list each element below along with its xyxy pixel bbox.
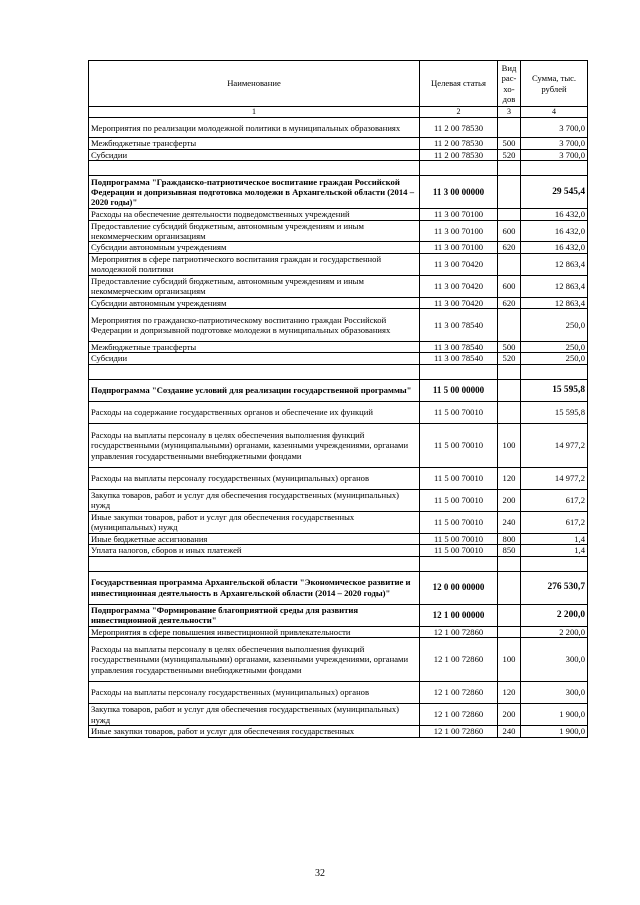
- cell-name: Межбюджетные трансферты: [89, 138, 420, 149]
- empty-cell: [89, 161, 420, 176]
- empty-cell: [498, 556, 521, 571]
- cell-code: 11 3 00 78540: [420, 353, 498, 364]
- table-row: [89, 176, 588, 209]
- column-number: 2: [420, 107, 498, 118]
- cell-sum: 617,2: [521, 489, 588, 511]
- cell-type: 200: [498, 704, 521, 726]
- cell-name: Предоставление субсидий бюджетным, автономным учреждениям и иным некоммерческим организациям: [89, 220, 420, 242]
- cell-type: 500: [498, 342, 521, 353]
- cell-name: Расходы на обеспечение деятельности подведомственных учреждений: [89, 209, 420, 220]
- cell-name: Субсидии: [89, 149, 420, 160]
- cell-sum: 3 700,0: [521, 138, 588, 149]
- cell-code: 12 1 00 72860: [420, 726, 498, 737]
- empty-cell: [521, 161, 588, 176]
- table-row: [89, 297, 588, 308]
- cell-code: 11 3 00 70100: [420, 220, 498, 242]
- cell-name: Подпрограмма "Формирование благоприятной среды для развития инвестиционной деятельности": [89, 604, 420, 626]
- table-row: [89, 149, 588, 160]
- spacer-row: [89, 161, 588, 176]
- cell-sum: 1,4: [521, 545, 588, 556]
- cell-sum: 1 900,0: [521, 704, 588, 726]
- cell-name: Подпрограмма "Гражданско-патриотическое воспитание граждан Российской Федерации и допризывная подготовка молодежи в Архангельской области (2014 – 2020 годы)": [89, 176, 420, 209]
- table-row: [89, 118, 588, 138]
- cell-sum: 29 545,4: [521, 176, 588, 209]
- cell-name: Расходы на выплаты персоналу в целях обеспечения выполнения функций государственными (муниципальными) органами, казенными учреждениями, органами управления государственными внебюджетными фондами: [89, 423, 420, 467]
- cell-code: 11 3 00 70420: [420, 275, 498, 297]
- cell-sum: 12 863,4: [521, 253, 588, 275]
- cell-name: Расходы на выплаты персоналу государственных (муниципальных) органов: [89, 467, 420, 489]
- table-row: [89, 545, 588, 556]
- cell-sum: 16 432,0: [521, 209, 588, 220]
- cell-sum: 617,2: [521, 511, 588, 533]
- cell-type: [498, 253, 521, 275]
- cell-name: Мероприятия в сфере повышения инвестиционной привлекательности: [89, 626, 420, 637]
- empty-cell: [420, 364, 498, 379]
- cell-name: Расходы на выплаты персоналу в целях обеспечения выполнения функций государственными (муниципальными) органами, казенными учреждениями, органами управления государственными внебюджетными фондами: [89, 638, 420, 682]
- table-row: [89, 533, 588, 544]
- cell-sum: 15 595,8: [521, 379, 588, 401]
- cell-sum: 250,0: [521, 342, 588, 353]
- empty-cell: [89, 364, 420, 379]
- cell-sum: 250,0: [521, 353, 588, 364]
- table-row: [89, 489, 588, 511]
- table-row: [89, 309, 588, 342]
- spacer-row: [89, 556, 588, 571]
- empty-cell: [498, 364, 521, 379]
- cell-name: Предоставление субсидий бюджетным, автономным учреждениям и иным некоммерческим организациям: [89, 275, 420, 297]
- cell-code: 11 5 00 70010: [420, 423, 498, 467]
- cell-sum: 16 432,0: [521, 220, 588, 242]
- empty-cell: [420, 556, 498, 571]
- cell-code: 11 2 00 78530: [420, 138, 498, 149]
- table-row: [89, 379, 588, 401]
- cell-type: [498, 379, 521, 401]
- cell-code: 11 5 00 00000: [420, 379, 498, 401]
- cell-sum: 15 595,8: [521, 401, 588, 423]
- cell-sum: 1,4: [521, 533, 588, 544]
- cell-code: 12 1 00 72860: [420, 704, 498, 726]
- cell-type: [498, 118, 521, 138]
- cell-name: Мероприятия по гражданско-патриотическому воспитанию граждан Российской Федерации и допризывной подготовке молодежи в муниципальных образованиях: [89, 309, 420, 342]
- cell-code: 11 3 00 00000: [420, 176, 498, 209]
- cell-code: 11 2 00 78530: [420, 149, 498, 160]
- cell-code: 12 1 00 00000: [420, 604, 498, 626]
- table-row: [89, 571, 588, 604]
- header-code: Целевая статья: [420, 61, 498, 107]
- column-number: 3: [498, 107, 521, 118]
- table-row: [89, 138, 588, 149]
- cell-type: 850: [498, 545, 521, 556]
- cell-name: Иные закупки товаров, работ и услуг для обеспечения государственных (муниципальных) нужд: [89, 511, 420, 533]
- cell-sum: 12 863,4: [521, 275, 588, 297]
- cell-name: Расходы на содержание государственных органов и обеспечение их функций: [89, 401, 420, 423]
- cell-type: 500: [498, 138, 521, 149]
- cell-type: 240: [498, 726, 521, 737]
- empty-cell: [521, 364, 588, 379]
- cell-type: 620: [498, 297, 521, 308]
- table-row: [89, 242, 588, 253]
- table-row: [89, 423, 588, 467]
- cell-type: 520: [498, 353, 521, 364]
- cell-code: 11 3 00 70420: [420, 253, 498, 275]
- cell-sum: 276 530,7: [521, 571, 588, 604]
- cell-name: Государственная программа Архангельской области "Экономическое развитие и инвестиционная деятельность в Архангельской области (2014 – 2020 годы)": [89, 571, 420, 604]
- spacer-row: [89, 364, 588, 379]
- cell-sum: 250,0: [521, 309, 588, 342]
- column-number: 4: [521, 107, 588, 118]
- table-row: [89, 342, 588, 353]
- cell-type: 240: [498, 511, 521, 533]
- cell-code: 11 3 00 70100: [420, 209, 498, 220]
- cell-sum: 14 977,2: [521, 423, 588, 467]
- cell-sum: 1 900,0: [521, 726, 588, 737]
- cell-name: Закупка товаров, работ и услуг для обеспечения государственных (муниципальных) нужд: [89, 704, 420, 726]
- cell-type: [498, 176, 521, 209]
- cell-name: Уплата налогов, сборов и иных платежей: [89, 545, 420, 556]
- cell-name: Иные закупки товаров, работ и услуг для обеспечения государственных: [89, 726, 420, 737]
- cell-sum: 2 200,0: [521, 604, 588, 626]
- cell-type: 120: [498, 682, 521, 704]
- cell-type: 520: [498, 149, 521, 160]
- table-body: [89, 118, 588, 737]
- cell-type: [498, 604, 521, 626]
- table-row: [89, 209, 588, 220]
- table-row: [89, 253, 588, 275]
- cell-sum: 300,0: [521, 638, 588, 682]
- cell-type: 100: [498, 638, 521, 682]
- cell-sum: 12 863,4: [521, 297, 588, 308]
- cell-type: 120: [498, 467, 521, 489]
- cell-type: [498, 209, 521, 220]
- cell-code: 11 5 00 70010: [420, 489, 498, 511]
- cell-type: 620: [498, 242, 521, 253]
- table-row: [89, 275, 588, 297]
- column-number: 1: [89, 107, 420, 118]
- cell-code: 11 5 00 70010: [420, 467, 498, 489]
- cell-name: Субсидии автономным учреждениям: [89, 297, 420, 308]
- table-row: [89, 626, 588, 637]
- cell-code: 11 3 00 78540: [420, 342, 498, 353]
- cell-name: Субсидии автономным учреждениям: [89, 242, 420, 253]
- table-row: [89, 511, 588, 533]
- cell-type: 100: [498, 423, 521, 467]
- table-row: [89, 467, 588, 489]
- table-row: [89, 726, 588, 737]
- budget-table: [88, 60, 588, 738]
- cell-name: Межбюджетные трансферты: [89, 342, 420, 353]
- cell-code: 12 0 00 00000: [420, 571, 498, 604]
- cell-code: 11 5 00 70010: [420, 401, 498, 423]
- table-row: [89, 638, 588, 682]
- cell-code: 11 5 00 70010: [420, 545, 498, 556]
- cell-name: Расходы на выплаты персоналу государственных (муниципальных) органов: [89, 682, 420, 704]
- cell-sum: 3 700,0: [521, 149, 588, 160]
- table-row: [89, 401, 588, 423]
- cell-name: Иные бюджетные ассигнования: [89, 533, 420, 544]
- cell-name: Мероприятия по реализации молодежной политики в муниципальных образованиях: [89, 118, 420, 138]
- empty-cell: [89, 556, 420, 571]
- cell-name: Закупка товаров, работ и услуг для обеспечения государственных (муниципальных) нужд: [89, 489, 420, 511]
- cell-type: [498, 309, 521, 342]
- cell-code: 11 2 00 78530: [420, 118, 498, 138]
- cell-sum: 16 432,0: [521, 242, 588, 253]
- empty-cell: [521, 556, 588, 571]
- cell-type: 200: [498, 489, 521, 511]
- cell-name: Мероприятия в сфере патриотического воспитания граждан и государственной молодежной политики: [89, 253, 420, 275]
- cell-type: [498, 626, 521, 637]
- table-row: [89, 604, 588, 626]
- cell-code: 11 5 00 70010: [420, 533, 498, 544]
- cell-code: 11 3 00 78540: [420, 309, 498, 342]
- cell-name: Субсидии: [89, 353, 420, 364]
- table-row: [89, 353, 588, 364]
- cell-type: 600: [498, 275, 521, 297]
- cell-type: [498, 571, 521, 604]
- empty-cell: [498, 161, 521, 176]
- cell-code: 12 1 00 72860: [420, 638, 498, 682]
- page-number: 32: [315, 868, 325, 879]
- cell-sum: 2 200,0: [521, 626, 588, 637]
- cell-code: 12 1 00 72860: [420, 626, 498, 637]
- header-name: Наименование: [89, 61, 420, 107]
- cell-type: 600: [498, 220, 521, 242]
- cell-code: 11 3 00 70100: [420, 242, 498, 253]
- empty-cell: [420, 161, 498, 176]
- cell-code: 11 3 00 70420: [420, 297, 498, 308]
- cell-code: 12 1 00 72860: [420, 682, 498, 704]
- table-row: [89, 220, 588, 242]
- header-type: Вид рас-хо-дов: [498, 61, 521, 107]
- table-header-row: [89, 61, 588, 107]
- cell-name: Подпрограмма "Создание условий для реализации государственной программы": [89, 379, 420, 401]
- cell-code: 11 5 00 70010: [420, 511, 498, 533]
- cell-type: [498, 401, 521, 423]
- column-number-row: [89, 107, 588, 118]
- table-row: [89, 682, 588, 704]
- cell-sum: 3 700,0: [521, 118, 588, 138]
- cell-sum: 300,0: [521, 682, 588, 704]
- table-row: [89, 704, 588, 726]
- header-sum: Сумма, тыс. рублей: [521, 61, 588, 107]
- cell-sum: 14 977,2: [521, 467, 588, 489]
- cell-type: 800: [498, 533, 521, 544]
